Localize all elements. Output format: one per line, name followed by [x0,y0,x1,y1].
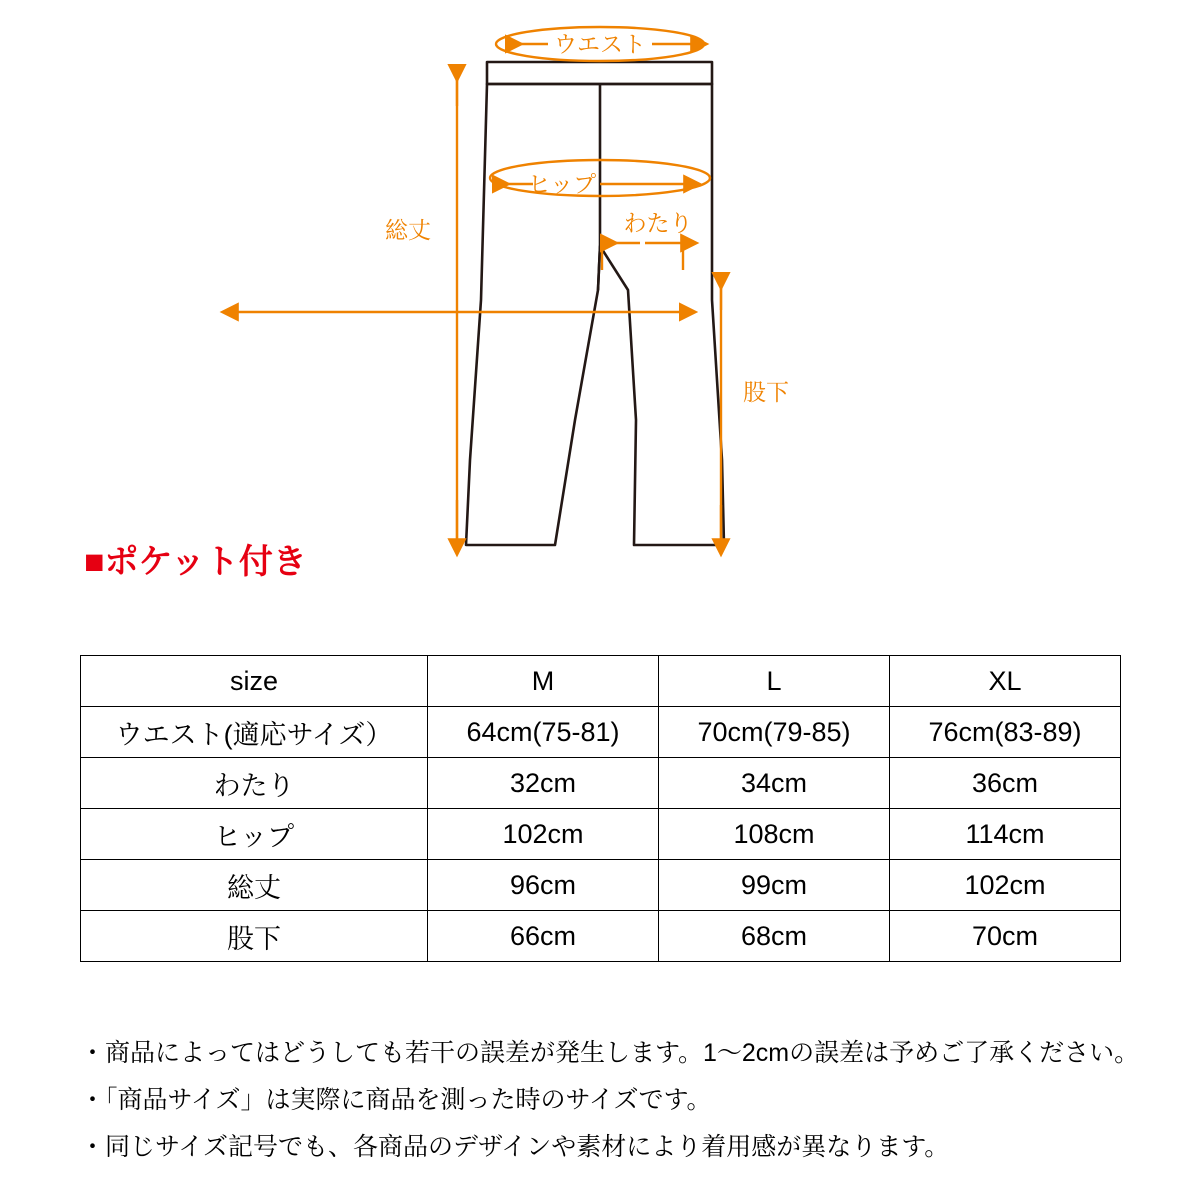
row-value-xl: 36cm [890,758,1121,809]
hip-label: ヒップ [527,171,597,197]
table-row [81,758,1121,809]
row-value-m: 32cm [428,758,659,809]
row-value-xl: 76cm(83-89) [890,707,1121,758]
size-table-wrapper [80,655,1120,962]
inseam-label: 股下 [743,379,789,405]
note-line-2: ・「商品サイズ」は実際に商品を測った時のサイズです。 [80,1086,712,1114]
row-value-m: 66cm [428,911,659,962]
table-row [81,809,1121,860]
table-header-size: size [81,656,428,707]
row-label: わたり [81,758,428,809]
note-line-3: ・同じサイズ記号でも、各商品のデザインや素材により着用感が異なります。 [80,1133,950,1161]
table-header-m: M [428,656,659,707]
thigh-label: わたり [623,210,693,236]
row-value-l: 108cm [659,809,890,860]
row-value-xl: 70cm [890,911,1121,962]
row-value-l: 70cm(79-85) [659,707,890,758]
pants-outline [466,62,724,545]
table-header-xl: XL [890,656,1121,707]
row-value-xl: 114cm [890,809,1121,860]
row-label: ウエスト(適応サイズ） [81,707,428,758]
row-label: ヒップ [81,809,428,860]
row-value-xl: 102cm [890,860,1121,911]
table-header-l: L [659,656,890,707]
row-value-l: 99cm [659,860,890,911]
row-label: 股下 [81,911,428,962]
table-row [81,860,1121,911]
note-line-1: ・商品によってはどうしても若干の誤差が発生します。1～2cmの誤差は予めご了承ください。 [80,1039,1140,1067]
total-length-label: 総丈 [385,217,431,243]
table-row [81,911,1121,962]
row-value-m: 64cm(75-81) [428,707,659,758]
table-header-row [81,656,1121,707]
row-value-m: 96cm [428,860,659,911]
pocket-heading: ■ポケット付き [84,543,307,581]
waist-label: ウエスト [554,31,646,57]
row-label: 総丈 [81,860,428,911]
size-table [80,655,1121,962]
notes-section [80,1030,1140,1171]
row-value-m: 102cm [428,809,659,860]
row-value-l: 34cm [659,758,890,809]
table-row [81,707,1121,758]
row-value-l: 68cm [659,911,890,962]
